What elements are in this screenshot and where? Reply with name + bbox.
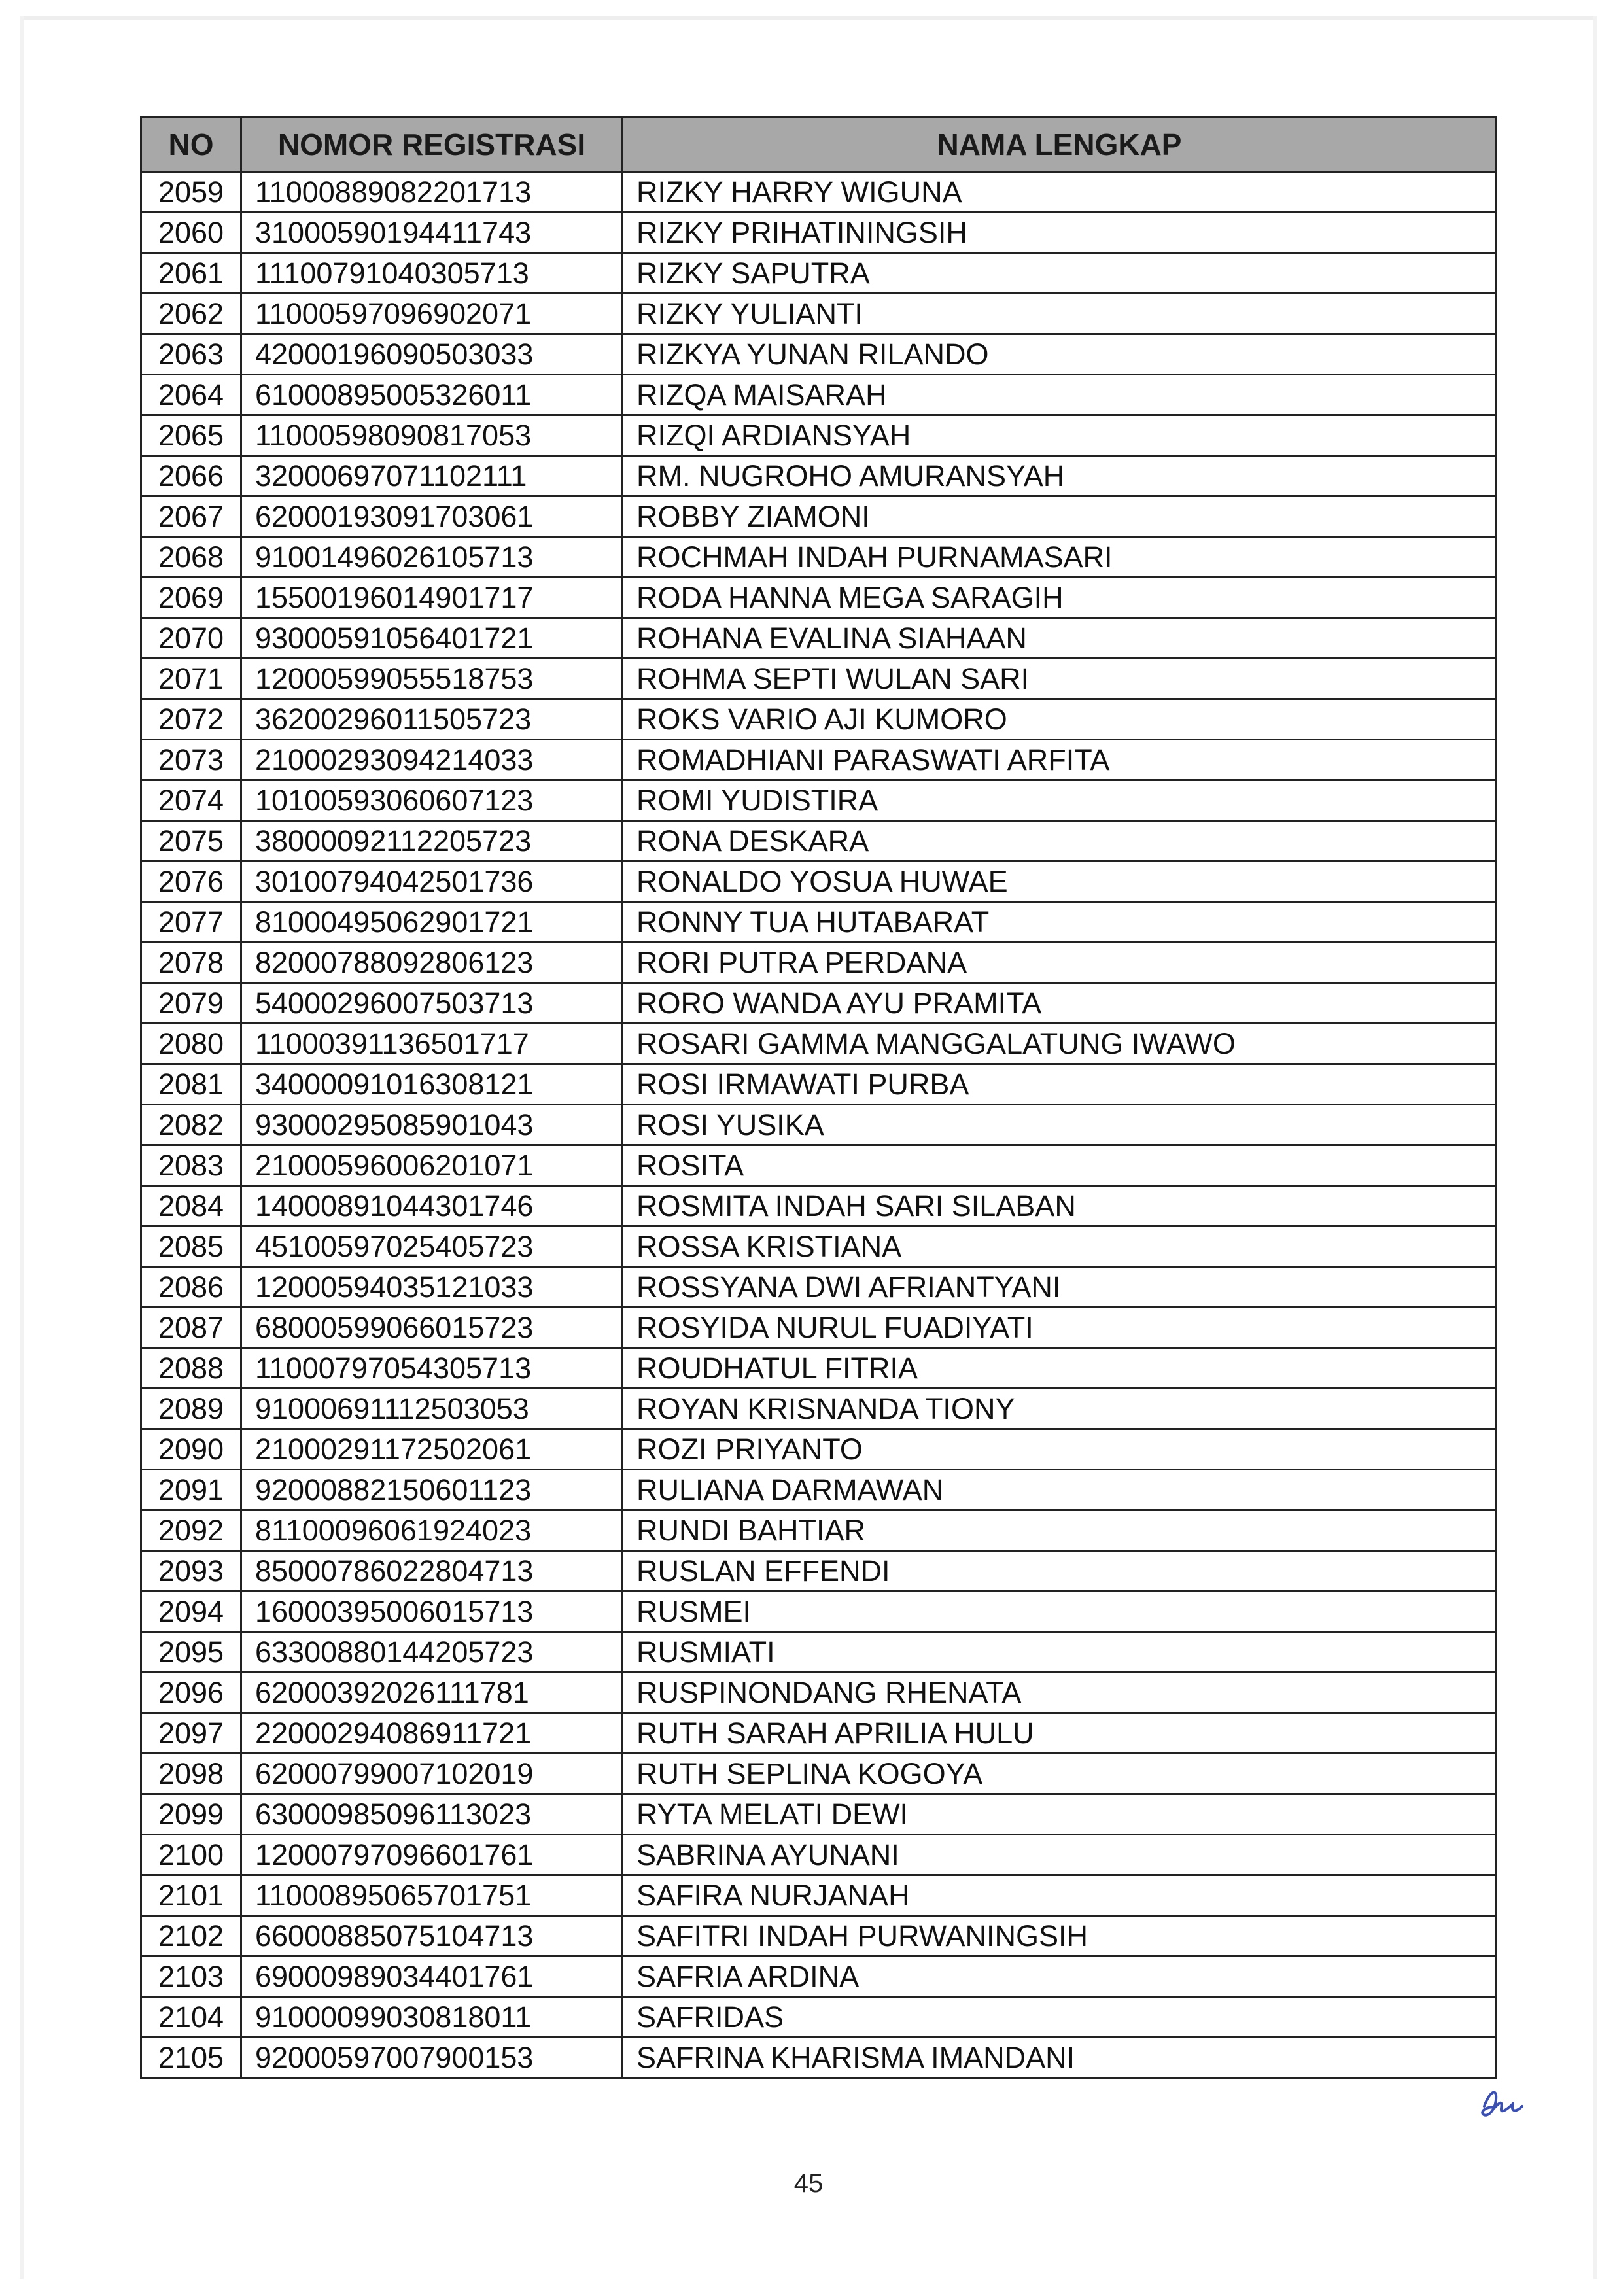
registration-number: 11000889082201713 <box>241 172 623 213</box>
table-row <box>141 415 1497 456</box>
registration-number: 62000799007102019 <box>241 1754 623 1794</box>
registration-number: 66000885075104713 <box>241 1916 623 1957</box>
row-number: 2099 <box>141 1794 241 1835</box>
full-name: ROSSA KRISTIANA <box>623 1226 1497 1267</box>
registration-number: 21000293094214033 <box>241 740 623 780</box>
full-name: RIZKY PRIHATININGSIH <box>623 213 1497 253</box>
registration-number: 91000691112503053 <box>241 1389 623 1429</box>
full-name: RULIANA DARMAWAN <box>623 1470 1497 1510</box>
row-number: 2095 <box>141 1632 241 1673</box>
table-row <box>141 740 1497 780</box>
full-name: ROSI IRMAWATI PURBA <box>623 1064 1497 1105</box>
row-number: 2091 <box>141 1470 241 1510</box>
full-name: ROSYIDA NURUL FUADIYATI <box>623 1308 1497 1348</box>
full-name: ROHANA EVALINA SIAHAAN <box>623 618 1497 659</box>
row-number: 2100 <box>141 1835 241 1875</box>
scan-edge-left <box>20 16 24 2279</box>
full-name: SAFIRA NURJANAH <box>623 1875 1497 1916</box>
table-row <box>141 659 1497 699</box>
registration-number: 31000590194411743 <box>241 213 623 253</box>
row-number: 2103 <box>141 1957 241 1997</box>
row-number: 2088 <box>141 1348 241 1389</box>
row-number: 2096 <box>141 1673 241 1713</box>
row-number: 2060 <box>141 213 241 253</box>
registration-number: 93000295085901043 <box>241 1105 623 1145</box>
row-number: 2072 <box>141 699 241 740</box>
table-row <box>141 983 1497 1024</box>
table-row <box>141 2038 1497 2078</box>
table-row <box>141 1997 1497 2038</box>
row-number: 2090 <box>141 1429 241 1470</box>
registration-number: 22000294086911721 <box>241 1713 623 1754</box>
table-row <box>141 861 1497 902</box>
table-row <box>141 537 1497 578</box>
full-name: SAFRIDAS <box>623 1997 1497 2038</box>
row-number: 2062 <box>141 294 241 334</box>
full-name: RONNY TUA HUTABARAT <box>623 902 1497 943</box>
row-number: 2087 <box>141 1308 241 1348</box>
table-row <box>141 1267 1497 1308</box>
scan-edge-right <box>1593 16 1597 2279</box>
full-name: ROZI PRIYANTO <box>623 1429 1497 1470</box>
row-number: 2073 <box>141 740 241 780</box>
registration-number: 21000291172502061 <box>241 1429 623 1470</box>
registration-number: 34000091016308121 <box>241 1064 623 1105</box>
full-name: SAFRIA ARDINA <box>623 1957 1497 1997</box>
full-name: SAFITRI INDAH PURWANINGSIH <box>623 1916 1497 1957</box>
registration-number: 11000797054305713 <box>241 1348 623 1389</box>
table-row <box>141 1348 1497 1389</box>
full-name: SAFRINA KHARISMA IMANDANI <box>623 2038 1497 2078</box>
full-name: RORI PUTRA PERDANA <box>623 943 1497 983</box>
table-row <box>141 253 1497 294</box>
full-name: RIZKY HARRY WIGUNA <box>623 172 1497 213</box>
full-name: RUNDI BAHTIAR <box>623 1510 1497 1551</box>
row-number: 2063 <box>141 334 241 375</box>
row-number: 2097 <box>141 1713 241 1754</box>
full-name: RM. NUGROHO AMURANSYAH <box>623 456 1497 496</box>
row-number: 2080 <box>141 1024 241 1064</box>
registration-number: 85000786022804713 <box>241 1551 623 1592</box>
table-row <box>141 1186 1497 1226</box>
full-name: ROYAN KRISNANDA TIONY <box>623 1389 1497 1429</box>
table-row <box>141 1145 1497 1186</box>
full-name: RYTA MELATI DEWI <box>623 1794 1497 1835</box>
table-row <box>141 1470 1497 1510</box>
registration-number: 11000895065701751 <box>241 1875 623 1916</box>
full-name: RUSMEI <box>623 1592 1497 1632</box>
full-name: ROCHMAH INDAH PURNAMASARI <box>623 537 1497 578</box>
registration-number: 81000495062901721 <box>241 902 623 943</box>
registration-number: 11000597096902071 <box>241 294 623 334</box>
row-number: 2065 <box>141 415 241 456</box>
full-name: RUSLAN EFFENDI <box>623 1551 1497 1592</box>
registration-number: 81100096061924023 <box>241 1510 623 1551</box>
registration-number: 92000597007900153 <box>241 2038 623 2078</box>
full-name: RIZQA MAISARAH <box>623 375 1497 415</box>
table-row <box>141 902 1497 943</box>
row-number: 2068 <box>141 537 241 578</box>
row-number: 2104 <box>141 1997 241 2038</box>
registration-number: 11100791040305713 <box>241 253 623 294</box>
table-row <box>141 618 1497 659</box>
table-row <box>141 1226 1497 1267</box>
full-name: RONALDO YOSUA HUWAE <box>623 861 1497 902</box>
table-row <box>141 1875 1497 1916</box>
table-row <box>141 213 1497 253</box>
registration-number: 30100794042501736 <box>241 861 623 902</box>
table-row <box>141 496 1497 537</box>
registration-number: 38000092112205723 <box>241 821 623 861</box>
row-number: 2076 <box>141 861 241 902</box>
header-row <box>141 118 1497 172</box>
row-number: 2092 <box>141 1510 241 1551</box>
table-row <box>141 1673 1497 1713</box>
table-row <box>141 821 1497 861</box>
registration-number: 61000895005326011 <box>241 375 623 415</box>
table-header <box>141 118 1497 172</box>
table-row <box>141 699 1497 740</box>
registration-number: 45100597025405723 <box>241 1226 623 1267</box>
row-number: 2059 <box>141 172 241 213</box>
full-name: ROSSYANA DWI AFRIANTYANI <box>623 1267 1497 1308</box>
registration-number: 62000392026111781 <box>241 1673 623 1713</box>
table-row <box>141 1064 1497 1105</box>
registration-number: 32000697071102111 <box>241 456 623 496</box>
registration-number: 91001496026105713 <box>241 537 623 578</box>
full-name: ROKS VARIO AJI KUMORO <box>623 699 1497 740</box>
full-name: ROUDHATUL FITRIA <box>623 1348 1497 1389</box>
row-number: 2101 <box>141 1875 241 1916</box>
full-name: RONA DESKARA <box>623 821 1497 861</box>
registration-number: 92000882150601123 <box>241 1470 623 1510</box>
registration-number: 12000797096601761 <box>241 1835 623 1875</box>
full-name: RUSPINONDANG RHENATA <box>623 1673 1497 1713</box>
registration-number: 12000599055518753 <box>241 659 623 699</box>
row-number: 2064 <box>141 375 241 415</box>
table-row <box>141 375 1497 415</box>
registration-number: 11000391136501717 <box>241 1024 623 1064</box>
full-name: ROHMA SEPTI WULAN SARI <box>623 659 1497 699</box>
full-name: ROSI YUSIKA <box>623 1105 1497 1145</box>
row-number: 2079 <box>141 983 241 1024</box>
registration-number: 82000788092806123 <box>241 943 623 983</box>
row-number: 2081 <box>141 1064 241 1105</box>
table-row <box>141 294 1497 334</box>
header-registration-number: NOMOR REGISTRASI <box>241 118 623 172</box>
registration-number: 11000598090817053 <box>241 415 623 456</box>
table-row <box>141 578 1497 618</box>
table-row <box>141 1024 1497 1064</box>
full-name: RODA HANNA MEGA SARAGIH <box>623 578 1497 618</box>
registration-number: 12000594035121033 <box>241 1267 623 1308</box>
table-row <box>141 1835 1497 1875</box>
full-name: ROSARI GAMMA MANGGALATUNG IWAWO <box>623 1024 1497 1064</box>
registration-number: 15500196014901717 <box>241 578 623 618</box>
row-number: 2093 <box>141 1551 241 1592</box>
row-number: 2075 <box>141 821 241 861</box>
row-number: 2066 <box>141 456 241 496</box>
registration-number: 42000196090503033 <box>241 334 623 375</box>
table-row <box>141 1957 1497 1997</box>
row-number: 2086 <box>141 1267 241 1308</box>
registration-number: 16000395006015713 <box>241 1592 623 1632</box>
full-name: ROMADHIANI PARASWATI ARFITA <box>623 740 1497 780</box>
row-number: 2061 <box>141 253 241 294</box>
table-row <box>141 1754 1497 1794</box>
table-row <box>141 1916 1497 1957</box>
table-row <box>141 172 1497 213</box>
table-row <box>141 1551 1497 1592</box>
row-number: 2070 <box>141 618 241 659</box>
table-row <box>141 1308 1497 1348</box>
row-number: 2098 <box>141 1754 241 1794</box>
table-row <box>141 456 1497 496</box>
row-number: 2105 <box>141 2038 241 2078</box>
row-number: 2067 <box>141 496 241 537</box>
header-no: NO <box>141 118 241 172</box>
page-number: 45 <box>793 2169 824 2198</box>
row-number: 2094 <box>141 1592 241 1632</box>
row-number: 2102 <box>141 1916 241 1957</box>
registration-number: 36200296011505723 <box>241 699 623 740</box>
table-row <box>141 1632 1497 1673</box>
full-name: RUTH SEPLINA KOGOYA <box>623 1754 1497 1794</box>
full-name: SABRINA AYUNANI <box>623 1835 1497 1875</box>
initial-stroke-icon <box>1475 2080 1527 2126</box>
table-row <box>141 1429 1497 1470</box>
row-number: 2082 <box>141 1105 241 1145</box>
table-row <box>141 943 1497 983</box>
full-name: RUTH SARAH APRILIA HULU <box>623 1713 1497 1754</box>
row-number: 2074 <box>141 780 241 821</box>
header-full-name: NAMA LENGKAP <box>623 118 1497 172</box>
table-row <box>141 780 1497 821</box>
table-body <box>141 172 1497 2078</box>
table-row <box>141 334 1497 375</box>
row-number: 2071 <box>141 659 241 699</box>
full-name: RORO WANDA AYU PRAMITA <box>623 983 1497 1024</box>
table-row <box>141 1794 1497 1835</box>
full-name: RIZQI ARDIANSYAH <box>623 415 1497 456</box>
registration-number: 93000591056401721 <box>241 618 623 659</box>
full-name: RIZKYA YUNAN RILANDO <box>623 334 1497 375</box>
handwritten-initial-icon <box>1475 2080 1527 2129</box>
full-name: RIZKY YULIANTI <box>623 294 1497 334</box>
registration-number: 63300880144205723 <box>241 1632 623 1673</box>
scan-edge-top <box>20 16 1597 20</box>
full-name: ROSITA <box>623 1145 1497 1186</box>
row-number: 2089 <box>141 1389 241 1429</box>
table-row <box>141 1105 1497 1145</box>
table-row <box>141 1389 1497 1429</box>
registration-number: 69000989034401761 <box>241 1957 623 1997</box>
row-number: 2083 <box>141 1145 241 1186</box>
row-number: 2085 <box>141 1226 241 1267</box>
registration-number: 91000099030818011 <box>241 1997 623 2038</box>
full-name: ROBBY ZIAMONI <box>623 496 1497 537</box>
registration-number: 14000891044301746 <box>241 1186 623 1226</box>
table-row <box>141 1510 1497 1551</box>
registration-number: 21000596006201071 <box>241 1145 623 1186</box>
full-name: RUSMIATI <box>623 1632 1497 1673</box>
registration-table <box>140 116 1497 2079</box>
row-number: 2078 <box>141 943 241 983</box>
table-row <box>141 1713 1497 1754</box>
registration-number: 62000193091703061 <box>241 496 623 537</box>
row-number: 2084 <box>141 1186 241 1226</box>
row-number: 2069 <box>141 578 241 618</box>
registration-number: 68000599066015723 <box>241 1308 623 1348</box>
full-name: ROSMITA INDAH SARI SILABAN <box>623 1186 1497 1226</box>
table-row <box>141 1592 1497 1632</box>
registration-number: 54000296007503713 <box>241 983 623 1024</box>
row-number: 2077 <box>141 902 241 943</box>
registration-number: 10100593060607123 <box>241 780 623 821</box>
full-name: ROMI YUDISTIRA <box>623 780 1497 821</box>
full-name: RIZKY SAPUTRA <box>623 253 1497 294</box>
registration-number: 63000985096113023 <box>241 1794 623 1835</box>
